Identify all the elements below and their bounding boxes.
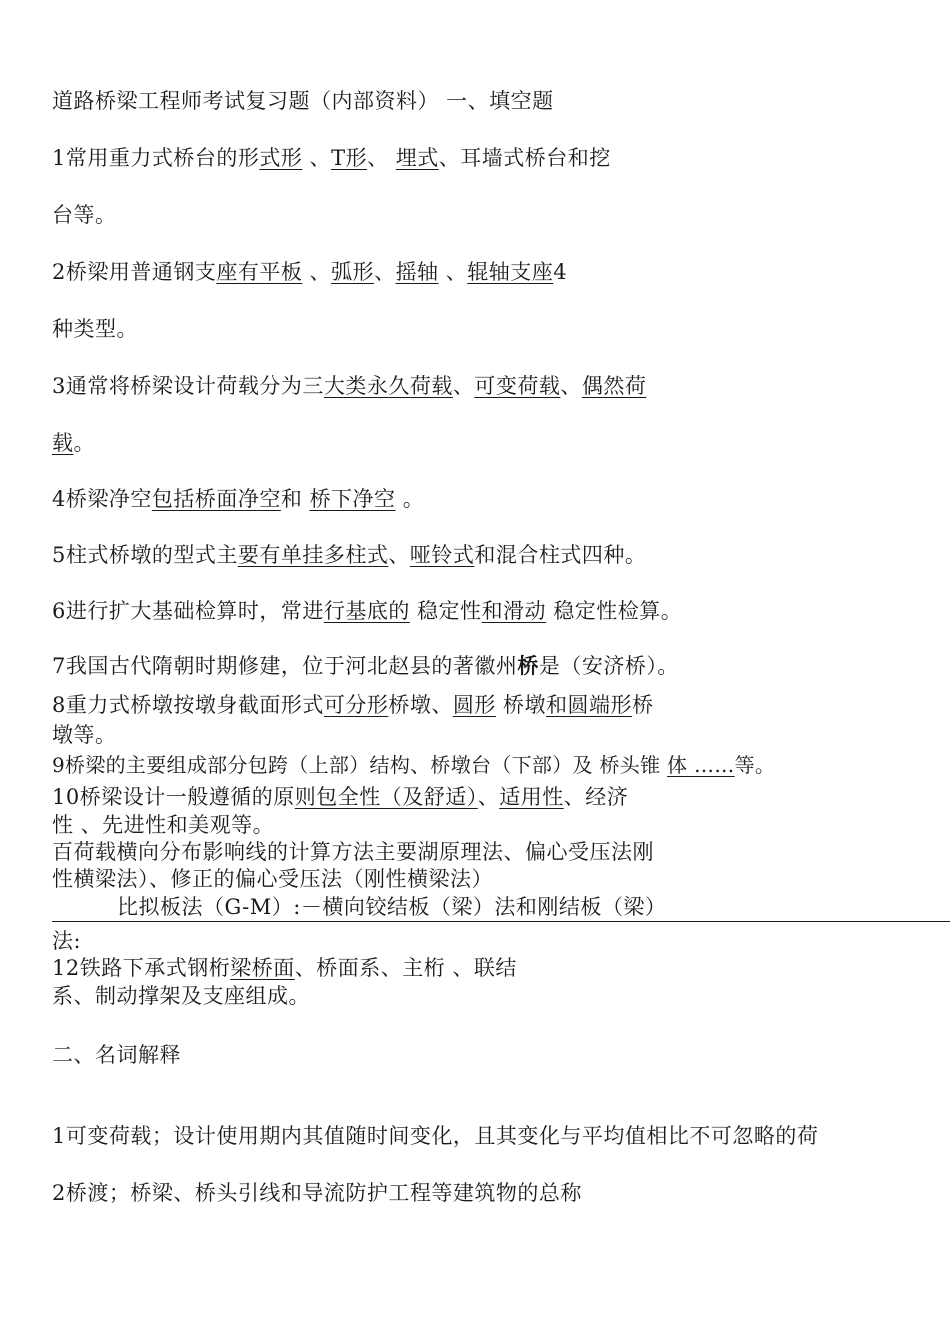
text: 8重力式桥墩按墩身截面形式 — [52, 693, 324, 717]
horizontal-rule — [52, 921, 950, 922]
text: 。 — [73, 431, 95, 455]
answer-blank: 可分形 — [323, 693, 389, 717]
text: 1常用重力式桥台的形 — [52, 146, 260, 170]
question-11-line-2: 性横梁法）、修正的偏心受压法（刚性横梁法） — [52, 867, 493, 891]
answer-blank: 哑铃式 — [409, 543, 475, 567]
text: 、耳墙式桥台和挖 — [438, 146, 611, 170]
text: 、桥面系、主桁 、联结 — [294, 956, 517, 980]
text: 9桥梁的主要组成部分包跨（上部）结构、桥墩台（下部）及 桥头锥 — [52, 753, 668, 777]
question-9 — [52, 752, 775, 778]
question-7 — [52, 653, 679, 679]
definition-2: 2桥渡；桥梁、桥头引线和导流防护工程等建筑物的总称 — [52, 1181, 582, 1205]
text: 12铁路下承式钢桁 — [52, 956, 231, 980]
text: 。 — [395, 487, 425, 511]
answer-blank: 桥下净空 — [309, 487, 396, 511]
text: 和 — [280, 487, 310, 511]
text: 稳定性检算。 — [546, 599, 683, 623]
question-1-line-1 — [52, 145, 611, 171]
question-3-line-2 — [52, 430, 95, 456]
question-1-line-2: 台等。 — [52, 203, 117, 227]
text: 是（安济桥）。 — [538, 654, 679, 678]
question-10-line-1 — [52, 784, 628, 810]
answer-blank: 包括桥面净空 — [151, 487, 281, 511]
question-3-line-1 — [52, 373, 646, 399]
bold-text: 桥 — [517, 653, 539, 678]
text: 5柱式桥墩的型式主 — [52, 543, 238, 567]
question-2-line-1 — [52, 259, 567, 285]
answer-blank: 梁桥面 — [230, 956, 295, 980]
answer-blank: 适用性 — [499, 785, 564, 809]
text: 桥墩、 — [388, 693, 453, 717]
text: 6进行扩大基础检算时，常进 — [52, 599, 324, 623]
definition-1: 1可变荷载；设计使用期内其值随时间变化，且其变化与平均值相比不可忽略的荷 — [52, 1124, 819, 1148]
text: 、 — [367, 146, 396, 170]
question-8-line-1 — [52, 692, 654, 718]
text: 桥墩 — [495, 693, 547, 717]
text: 、 — [388, 543, 410, 567]
text: 、 — [452, 374, 475, 398]
answer-blank: 座有平板 — [216, 260, 303, 284]
question-11-line-3: 比拟板法（G-M）:－横向铰结板（梁）法和刚结板（梁） — [117, 895, 667, 919]
document-title: 道路桥梁工程师考试复习题（内部资料） 一、填空题 — [52, 89, 554, 113]
question-11-line-1: 百荷载横向分布影响线的计算方法主要湖原理法、偏心受压法刚 — [52, 840, 654, 864]
answer-blank: 大类永久荷载 — [323, 374, 453, 398]
text: 4 — [553, 260, 568, 284]
answer-blank: T形 — [331, 146, 368, 170]
answer-blank: 偶然荷 — [581, 374, 647, 398]
answer-blank: 可变荷载 — [474, 374, 561, 398]
text: 桥 — [632, 693, 654, 717]
answer-blank: 摇轴 — [395, 260, 439, 284]
question-10-line-2: 性 、先进性和美观等。 — [52, 813, 275, 837]
text: 、 — [374, 260, 396, 284]
text: 和混合柱式四种。 — [474, 543, 647, 567]
question-2-line-2: 种类型。 — [52, 317, 138, 341]
answer-blank: 和圆端形 — [546, 693, 633, 717]
text: 3通常将桥梁设计荷载分为三 — [52, 374, 324, 398]
answer-blank: 行基底的 — [323, 599, 410, 623]
question-8-line-2: 墩等。 — [52, 723, 117, 747]
text: 4桥梁净空 — [52, 487, 152, 511]
text: 稳定性 — [409, 599, 482, 623]
answer-blank: 则包全性（及舒适） — [294, 785, 478, 809]
answer-blank: 要有单挂多柱式 — [237, 543, 389, 567]
answer-blank: 弧形 — [331, 260, 375, 284]
question-12-line-1 — [52, 955, 517, 981]
question-4 — [52, 486, 424, 512]
answer-blank: 载 — [52, 431, 74, 455]
text: 7我国古代隋朝时期修建，位于河北赵县的著徽州 — [52, 654, 518, 678]
text: 10桥梁设计一般遵循的原 — [52, 785, 295, 809]
answer-blank: 体 …… — [667, 753, 735, 777]
answer-blank: 圆形 — [452, 693, 496, 717]
question-5 — [52, 542, 646, 568]
answer-blank: 埋式 — [395, 146, 439, 170]
text: 、 — [302, 146, 332, 170]
answer-blank: 和滑动 — [481, 599, 547, 623]
text: 、 — [302, 260, 332, 284]
text: 、经济 — [563, 785, 629, 809]
text: 、 — [560, 374, 582, 398]
answer-blank: 辊轴支座 — [467, 260, 554, 284]
question-11-line-4: 法: — [52, 929, 82, 953]
answer-blank: 式形 — [259, 146, 303, 170]
text: 、 — [477, 785, 500, 809]
text: 、 — [438, 260, 468, 284]
section-heading-definitions: 二、名词解释 — [52, 1043, 181, 1067]
text: 2桥梁用普通钢支 — [52, 260, 217, 284]
question-12-line-2: 系、制动撑架及支座组成。 — [52, 984, 310, 1008]
text: 等。 — [734, 753, 776, 777]
question-6 — [52, 598, 682, 624]
